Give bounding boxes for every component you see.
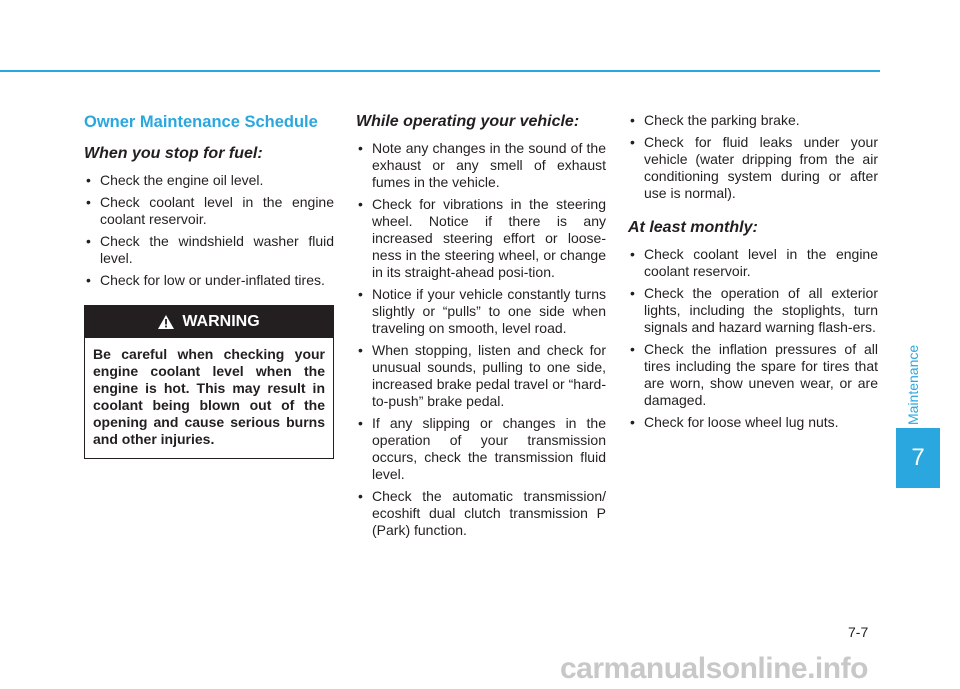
warning-header bbox=[85, 306, 333, 338]
warning-triangle-icon bbox=[158, 315, 174, 329]
list-item: • Check coolant level in the engine coolant reservoir. bbox=[630, 246, 878, 279]
list-item: • Note any changes in the sound of the exhaust or any smell of exhaust fumes in the vehicle. bbox=[358, 140, 606, 190]
column-1 bbox=[84, 112, 334, 459]
list-item: • When stopping, listen and check for unusual sounds, pulling to one side, increased brake pedal travel or “hard-to-push” brake pedal. bbox=[358, 342, 606, 409]
section-title: Owner Maintenance Schedule bbox=[84, 113, 318, 131]
list-item: • Check the operation of all exterior lights, including the stoplights, turn signals and hazard warning flash-ers. bbox=[630, 285, 878, 335]
subtitle-while-operating: While operating your vehicle: bbox=[356, 113, 580, 130]
monthly-checklist bbox=[628, 246, 878, 431]
warning-title: WARNING bbox=[182, 313, 260, 330]
list-item: • Check the automatic transmission/ ecoshift dual clutch transmission P (Park) function. bbox=[358, 488, 606, 538]
list-item: • Check for fluid leaks under your vehicle (water dripping from the air conditioning system during or after use is normal). bbox=[630, 134, 878, 201]
list-item: • Check the parking brake. bbox=[630, 112, 800, 128]
fuel-stop-checklist bbox=[84, 172, 334, 289]
page-number: 7-7 bbox=[848, 624, 869, 640]
list-item: • Check for loose wheel lug nuts. bbox=[630, 414, 839, 430]
list-item: • Check the inflation pressures of all tires including the spare for tires that are worn, show uneven wear, or are damaged. bbox=[630, 341, 878, 408]
operating-checklist-continued bbox=[628, 112, 878, 202]
watermark: carmanualsonline.info bbox=[560, 652, 868, 685]
warning-box bbox=[84, 305, 334, 459]
operating-checklist bbox=[356, 140, 606, 539]
column-2 bbox=[356, 112, 606, 544]
subtitle-stop-for-fuel: When you stop for fuel: bbox=[84, 145, 263, 162]
list-item: • Check the engine oil level. bbox=[86, 172, 264, 188]
column-3 bbox=[628, 112, 878, 436]
chapter-label: Maintenance bbox=[905, 344, 921, 426]
list-item: • If any slipping or changes in the operation of your transmission occurs, check the transmission fluid level. bbox=[358, 415, 606, 482]
list-item: • Check for low or under-inflated tires. bbox=[86, 272, 325, 288]
list-item: • Notice if your vehicle constantly turns slightly or “pulls” to one side when traveling on smooth, level road. bbox=[358, 286, 606, 336]
chapter-tab[interactable]: 7 bbox=[896, 428, 940, 488]
header-rule bbox=[0, 70, 880, 72]
list-item: • Check coolant level in the engine coolant reservoir. bbox=[86, 194, 334, 227]
list-item: • Check the windshield washer fluid level. bbox=[86, 233, 334, 266]
subtitle-monthly: At least monthly: bbox=[628, 219, 758, 236]
list-item: • Check for vibrations in the steering wheel. Notice if there is any increased steering effort or loose-ness in the steering wheel, or change in its straight-ahead posi-tion. bbox=[358, 196, 606, 280]
warning-text: Be careful when checking your engine coolant level when the engine is hot. This may result in coolant being blown out of the opening and cause serious burns and other injuries. bbox=[93, 346, 325, 447]
